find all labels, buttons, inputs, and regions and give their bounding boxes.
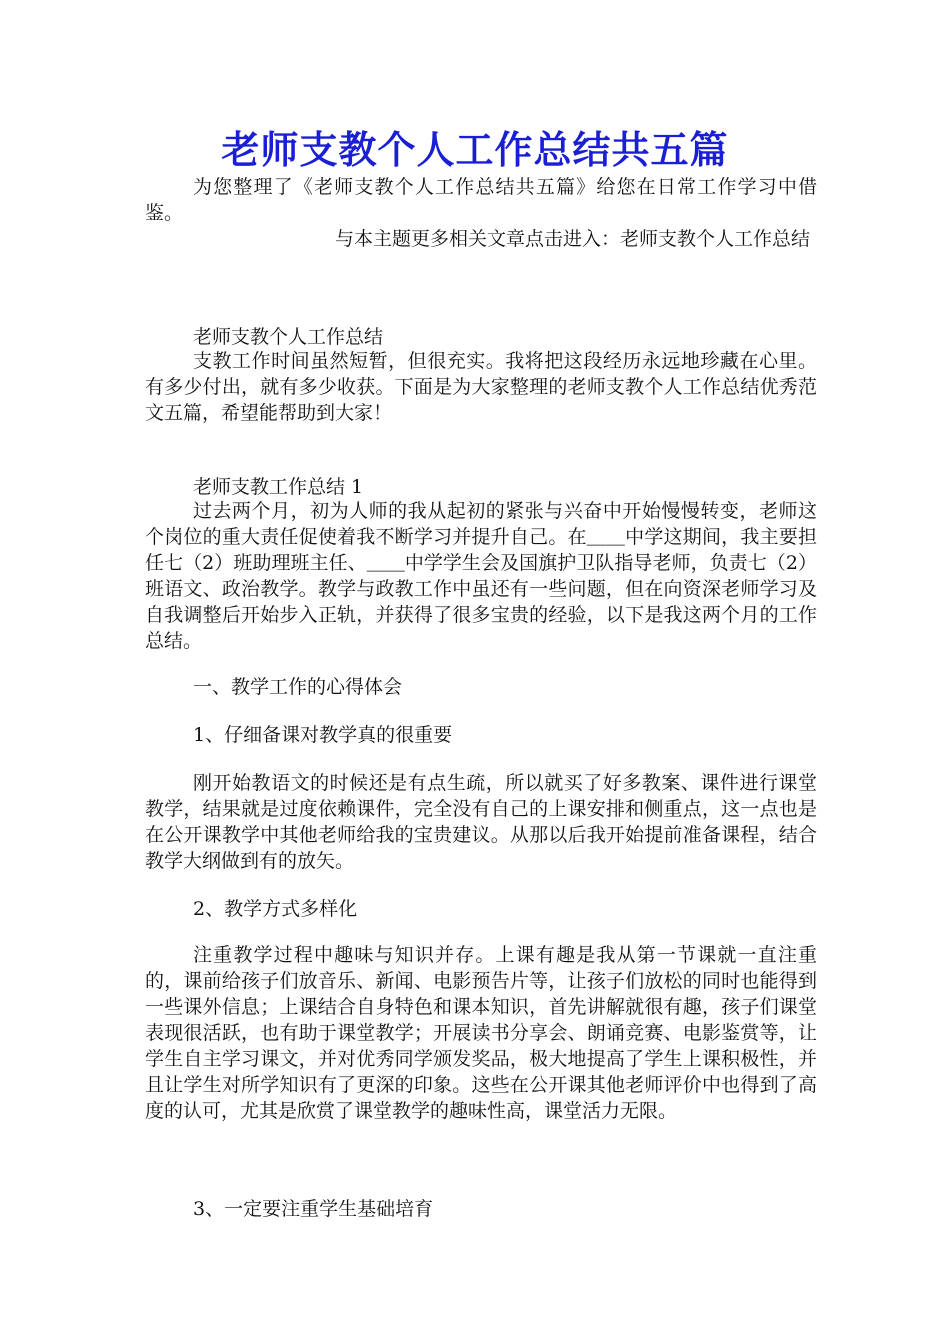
- article-1-heading: 老师支教工作总结 1: [193, 476, 364, 498]
- item-2-title: 2、教学方式多样化: [193, 898, 358, 920]
- item-2-paragraph: 注重教学过程中趣味与知识并存。上课有趣是我从第一节课就一直注重的，课前给孩子们放音乐、新闻、电影预告片等，让孩子们放松的同时也能得到一些课外信息；上课结合自身特色和课本知识，首先讲解就很有趣，孩子们课堂表现很活跃，也有助于课堂教学；开展读书分享会、朗诵竞赛、电影鉴赏等，让学生自主学习课文，并对优秀同学颁发奖品，极大地提高了学生上课积极性，并且让学生对所学知识有了更深的印象。这些在公开课其他老师评价中也得到了高度的认可，尤其是欣赏了课堂教学的趣味性高，课堂活力无限。: [145, 944, 817, 1122]
- section-heading-teaching: 一、教学工作的心得体会: [193, 676, 403, 698]
- item-3-title: 3、一定要注重学生基础培育: [193, 1198, 434, 1220]
- related-articles-link[interactable]: 与本主题更多相关文章点击进入：老师支教个人工作总结: [335, 228, 811, 250]
- article-1-intro-paragraph: 过去两个月，初为人师的我从起初的紧张与兴奋中开始慢慢转变，老师这个岗位的重大责任促使着我不断学习并提升自己。在＿＿中学这期间，我主要担任七（2）班助理班主任、＿＿中学学生会及国旗护卫队指导老师，负责七（2）班语文、政治教学。教学与政教工作中虽还有一些问题，但在向资深老师学习及自我调整后开始步入正轨，并获得了很多宝贵的经验，以下是我这两个月的工作总结。: [145, 500, 817, 652]
- overview-heading: 老师支教个人工作总结: [193, 326, 384, 348]
- item-1-title: 1、仔细备课对教学真的很重要: [193, 724, 453, 746]
- document-title: 老师支教个人工作总结共五篇: [221, 128, 729, 172]
- intro-paragraph: 为您整理了《老师支教个人工作总结共五篇》给您在日常工作学习中借鉴。: [145, 176, 817, 224]
- overview-paragraph: 支教工作时间虽然短暂，但很充实。我将把这段经历永远地珍藏在心里。有多少付出，就有多少收获。下面是为大家整理的老师支教个人工作总结优秀范文五篇，希望能帮助到大家！: [145, 350, 817, 424]
- item-1-paragraph: 刚开始教语文的时候还是有点生疏，所以就买了好多教案、课件进行课堂教学，结果就是过度依赖课件，完全没有自己的上课安排和侧重点，这一点也是在公开课教学中其他老师给我的宝贵建议。从那以后我开始提前准备课程，结合教学大纲做到有的放矢。: [145, 772, 817, 872]
